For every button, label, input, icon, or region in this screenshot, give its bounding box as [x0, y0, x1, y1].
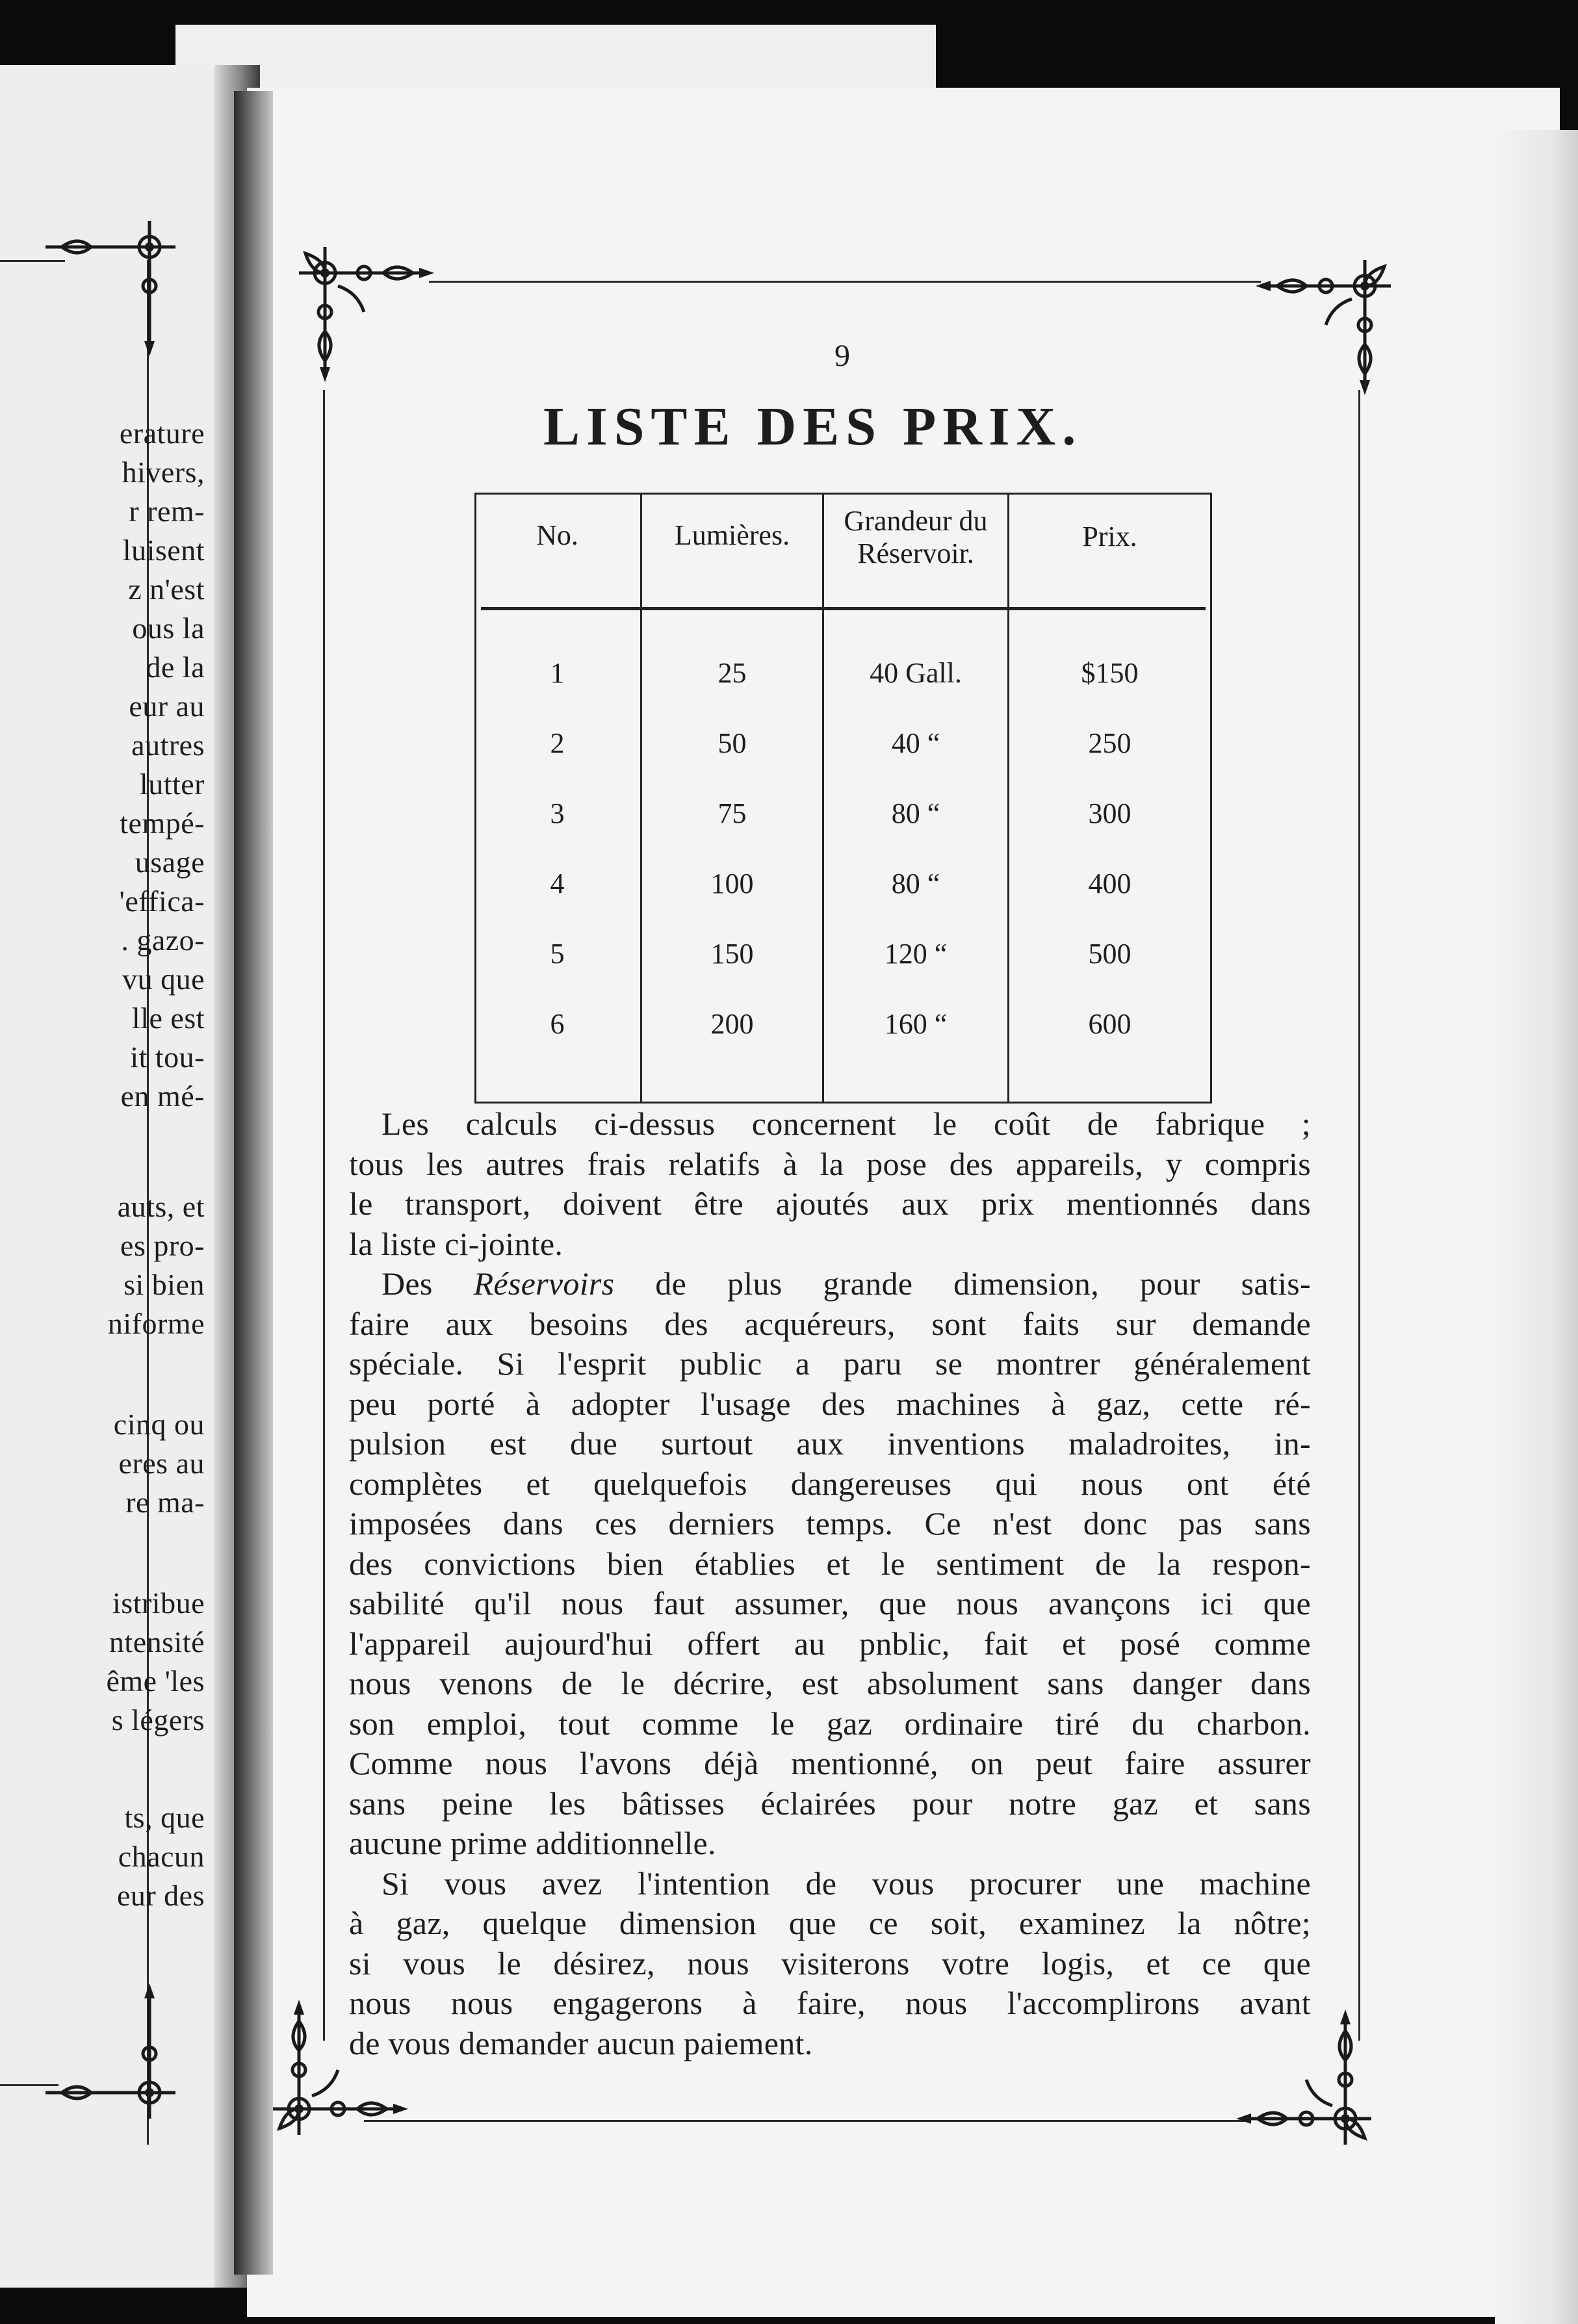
left-page-line: cinq ou [113, 1408, 205, 1441]
body-line: si vous le désirez, nous visiterons votre logis, et ce que [349, 1944, 1311, 1982]
left-page-line: niforme [107, 1307, 205, 1340]
table-header-rule [481, 607, 1206, 610]
left-page-line: r rem- [129, 495, 205, 528]
body-line: sans peine les bâtisses éclairées pour notre gaz et sans [349, 1785, 1311, 1822]
left-page-line: en mé- [120, 1079, 205, 1113]
left-page-line: s légers [111, 1703, 205, 1737]
frame-right-rule [1358, 390, 1360, 2041]
table-cell-grandeur: 40 “ [891, 727, 940, 759]
page-number: 9 [834, 339, 850, 373]
body-line: à gaz, quelque dimension que ce soit, examinez la nôtre; [349, 1905, 1311, 1941]
left-page-ornament-top-icon [39, 208, 188, 357]
left-page-line: z n'est [128, 573, 205, 606]
header-grandeur-line2: Réservoir. [857, 537, 974, 569]
left-page-line: ts, que [124, 1801, 205, 1834]
body-line: des convictions bien établies et le sentiment de la respon- [349, 1545, 1311, 1582]
table-cell-grandeur: 80 “ [891, 797, 940, 829]
left-page-line: eur au [129, 690, 205, 723]
table-cell-no: 3 [550, 797, 565, 829]
frame-bottom-rule [364, 2120, 1248, 2122]
body-line: Si vous avez l'intention de vous procurer une machine [382, 1865, 1311, 1902]
left-page-line: istribue [112, 1586, 205, 1620]
left-page-line: tempé- [120, 807, 205, 840]
right-page-edge [1495, 130, 1578, 2324]
left-page-line: autres [131, 729, 205, 762]
left-page-line: ntensité [109, 1625, 205, 1659]
left-page-line: 'effica- [119, 884, 205, 918]
left-page-line: de la [146, 651, 205, 684]
corner-ornament-top-right-icon [1254, 247, 1404, 396]
left-page-line: luisent [122, 534, 205, 567]
body-line: le transport, doivent être ajoutés aux prix mentionnés dans [349, 1185, 1311, 1222]
header-prix: Prix. [1082, 521, 1137, 552]
left-page-line: ous la [132, 612, 205, 645]
left-page-line: chacun [118, 1840, 205, 1873]
body-line: faire aux besoins des acquéreurs, sont faits sur demande [349, 1305, 1311, 1342]
table-right-border [1210, 493, 1212, 1104]
table-cell-lumieres: 150 [710, 938, 754, 970]
header-no: No. [536, 519, 578, 551]
table-bottom-border [474, 1102, 1212, 1104]
frame-left-rule [323, 390, 325, 2041]
left-page-line: auts, et [117, 1190, 205, 1223]
table-cell-prix: 500 [1088, 938, 1132, 970]
body-line: Comme nous l'avons déjà mentionné, on peut faire assurer [349, 1745, 1311, 1781]
table-cell-prix: $150 [1081, 657, 1139, 689]
body-line: peu porté à adopter l'usage des machines à gaz, cette ré- [349, 1385, 1311, 1422]
table-top-border [474, 493, 1212, 495]
left-page-line: vu que [122, 962, 205, 996]
table-cell-grandeur: 40 Gall. [870, 657, 962, 689]
body-text-fragment: de plus grande dimension, pour satis- [614, 1265, 1311, 1302]
table-cell-grandeur: 160 “ [884, 1008, 948, 1040]
left-page-line: lutter [139, 768, 205, 801]
table-cell-no: 4 [550, 868, 565, 899]
body-line: imposées dans ces derniers temps. Ce n'est donc pas sans [349, 1505, 1311, 1542]
left-page-ornament-bottom-icon [39, 1982, 188, 2132]
left-page-line: eres au [118, 1447, 205, 1480]
body-line: la liste ci-jointe. [349, 1225, 563, 1262]
table-cell-prix: 250 [1088, 727, 1132, 759]
body-line: l'appareil aujourd'hui offert au pnblic, fait et posé comme [349, 1625, 1311, 1662]
body-line: spéciale. Si l'esprit public a paru se montrer généralement [349, 1345, 1311, 1382]
table-cell-no: 5 [550, 938, 565, 970]
left-page-line: usage [135, 846, 205, 879]
header-grandeur-line1: Grandeur du [844, 505, 988, 537]
left-page-line: lle est [131, 1001, 205, 1035]
left-page-line: it tou- [130, 1040, 205, 1074]
body-line: aucune prime additionnelle. [349, 1825, 716, 1861]
body-line: nous nous engagerons à faire, nous l'accomplirons avant [349, 1985, 1311, 2021]
table-cell-lumieres: 50 [718, 727, 747, 759]
header-lumieres: Lumières. [674, 519, 790, 551]
body-line: sabilité qu'il nous faut assumer, que nous avançons ici que [349, 1585, 1311, 1621]
table-cell-lumieres: 200 [710, 1008, 754, 1040]
left-page-line: erature [119, 417, 205, 450]
table-cell-no: 1 [550, 657, 565, 689]
right-page-gutter-shadow [234, 91, 273, 2275]
table-cell-grandeur: 80 “ [891, 868, 940, 899]
body-line: nous venons de le décrire, est absolument sans danger dans [349, 1665, 1311, 1701]
table-cell-no: 2 [550, 727, 565, 759]
back-page-strip [175, 25, 936, 96]
italic-term: Réservoirs [473, 1265, 615, 1302]
left-page-line: ême 'les [106, 1664, 205, 1698]
table-cell-lumieres: 100 [710, 868, 754, 899]
left-page-line: eur des [116, 1879, 205, 1912]
body-line: pulsion est due surtout aux inventions maladroites, in- [349, 1425, 1311, 1462]
body-line: complètes et quelquefois dangereuses qui nous ont été [349, 1465, 1311, 1502]
body-line-with-italic [349, 1265, 1311, 1302]
body-line: de vous demander aucun paiement. [349, 2024, 813, 2061]
left-page-line: es pro- [120, 1229, 205, 1262]
table-cell-prix: 600 [1088, 1008, 1132, 1040]
left-page-line: hivers, [122, 456, 205, 489]
price-table [474, 493, 1212, 1104]
table-cell-prix: 300 [1088, 797, 1132, 829]
table-cell-lumieres: 75 [718, 797, 747, 829]
body-line: tous les autres frais relatifs à la pose des appareils, y compris [349, 1145, 1311, 1182]
corner-ornament-top-left-icon [286, 234, 435, 383]
left-page-line: . gazo- [121, 923, 205, 957]
page-title: LISTE DES PRIX. [543, 396, 1083, 457]
left-page-line: re ma- [125, 1486, 205, 1519]
body-line: son emploi, tout comme le gaz ordinaire tiré du charbon. [349, 1705, 1311, 1742]
left-facing-page [0, 65, 224, 2288]
body-text-fragment: Des [382, 1265, 474, 1302]
frame-top-rule [429, 281, 1261, 283]
table-cell-prix: 400 [1088, 868, 1132, 899]
left-page-line: si bien [123, 1268, 205, 1301]
body-line: Les calculs ci-dessus concernent le coût de fabrique ; [382, 1105, 1311, 1142]
table-cell-grandeur: 120 “ [884, 938, 948, 970]
table-cell-lumieres: 25 [718, 657, 747, 689]
table-cell-no: 6 [550, 1008, 565, 1040]
